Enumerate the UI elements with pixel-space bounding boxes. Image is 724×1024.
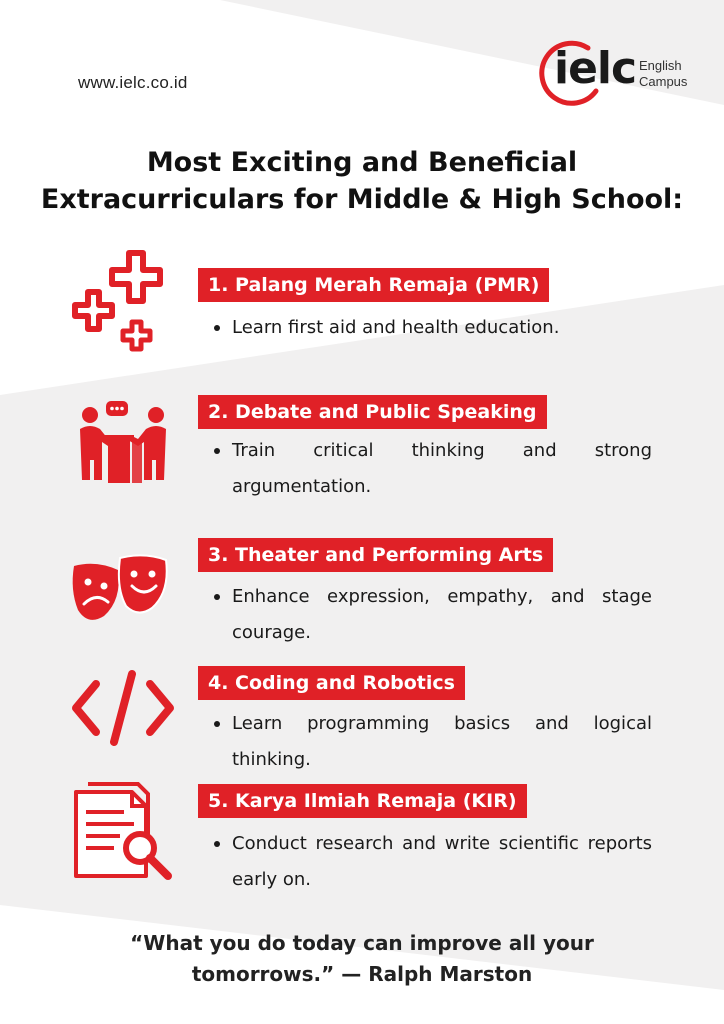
theater-masks-icon	[70, 552, 180, 642]
item-description	[214, 826, 652, 898]
item-title: 1. Palang Merah Remaja (PMR)	[198, 268, 549, 302]
debate-podium-icon	[70, 399, 180, 489]
closing-quote	[60, 928, 664, 990]
page-title-line1: Most Exciting and Beneficial	[146, 147, 578, 178]
item-title: 4. Coding and Robotics	[198, 666, 465, 700]
ielc-logo	[536, 36, 706, 112]
item-description-text: Train critical thinking and strong argumentation.	[232, 440, 652, 497]
item-title: 3. Theater and Performing Arts	[198, 538, 553, 572]
item-title: 5. Karya Ilmiah Remaja (KIR)	[198, 784, 527, 818]
logo-subtitle-line2: Campus	[639, 74, 688, 89]
item-description	[214, 579, 652, 651]
logo-wordmark: ielc	[554, 43, 637, 94]
item-description	[214, 706, 652, 778]
item-description	[214, 433, 652, 505]
item-description-text: Conduct research and write scientific reports early on.	[232, 833, 652, 890]
code-brackets-icon	[70, 664, 180, 754]
item-description-text: Learn first aid and health education.	[232, 317, 560, 338]
document-magnifier-icon	[70, 780, 180, 880]
item-description-text: Enhance expression, empathy, and stage courage.	[232, 586, 652, 643]
website-url[interactable]: www.ielc.co.id	[78, 73, 188, 92]
quote-line2: tomorrows.” — Ralph Marston	[191, 962, 533, 986]
item-title: 2. Debate and Public Speaking	[198, 395, 547, 429]
quote-line1: “What you do today can improve all your	[130, 931, 594, 955]
logo-subtitle-line1: English	[639, 58, 682, 73]
page-title	[20, 144, 704, 218]
item-description-text: Learn programming basics and logical thinking.	[232, 713, 652, 770]
item-description	[214, 310, 652, 346]
medical-crosses-icon	[70, 250, 180, 355]
page-title-line2: Extracurriculars for Middle & High School:	[40, 184, 684, 215]
logo-subtitle	[639, 58, 687, 90]
